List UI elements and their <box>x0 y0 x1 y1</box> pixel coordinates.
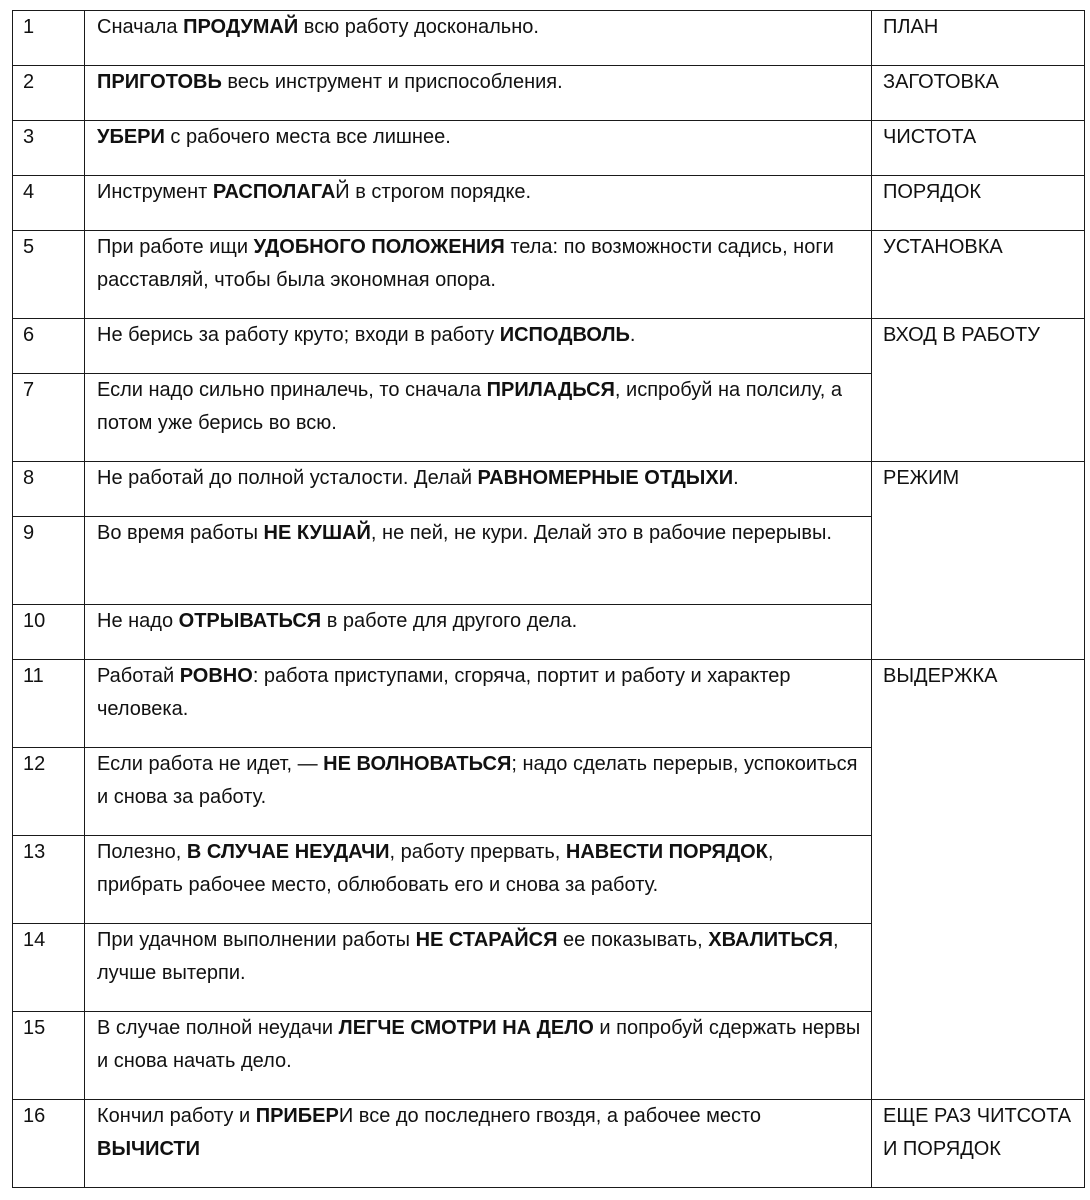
row-number: 15 <box>13 1012 85 1100</box>
rule-category: ЧИСТОТА <box>872 121 1085 176</box>
rule-text-fragment: всю работу досконально. <box>298 16 539 38</box>
rule-keyword: НЕ СТАРАЙСЯ <box>415 929 558 951</box>
table-row <box>13 1100 1085 1188</box>
rule-keyword: ЛЕГЧЕ СМОТРИ НА ДЕЛО <box>338 1017 594 1039</box>
rule-text-fragment: тела: по возможности садись, ноги расставляй, чтобы была экономная опора. <box>97 236 834 291</box>
rule-text <box>85 836 872 924</box>
rule-text <box>85 748 872 836</box>
rule-keyword: ПРОДУМАЙ <box>183 16 299 38</box>
rule-text-fragment: , испробуй на полсилу, а потом уже берись во всю. <box>97 379 842 434</box>
rules-table-body <box>13 11 1085 1188</box>
rule-text-fragment: И все до последнего гвоздя, а рабочее место <box>338 1105 762 1127</box>
row-number: 8 <box>13 462 85 517</box>
rule-text-fragment: Если работа не идет, — <box>97 753 324 775</box>
table-row <box>13 660 1085 748</box>
row-number: 2 <box>13 66 85 121</box>
row-number: 12 <box>13 748 85 836</box>
rule-text-fragment: : работа приступами, сгоряча, портит и работу и характер человека. <box>97 665 791 720</box>
table-row <box>13 462 1085 517</box>
rule-keyword: РАВНОМЕРНЫЕ ОТДЫХИ <box>477 467 734 489</box>
rule-text <box>85 121 872 176</box>
rule-text-fragment: Й в строгом порядке. <box>335 181 532 203</box>
table-row <box>13 319 1085 374</box>
rule-keyword: НЕ КУШАЙ <box>263 522 371 544</box>
rule-category: РЕЖИМ <box>872 462 1085 660</box>
row-number: 5 <box>13 231 85 319</box>
row-number: 14 <box>13 924 85 1012</box>
rule-keyword: ОТРЫВАТЬСЯ <box>178 610 322 632</box>
rule-text <box>85 11 872 66</box>
row-number: 4 <box>13 176 85 231</box>
rule-text <box>85 231 872 319</box>
rule-text <box>85 66 872 121</box>
rule-text-fragment: Не берись за работу круто; входи в работу <box>97 324 500 346</box>
rule-text-fragment: Не надо <box>97 610 179 632</box>
rule-keyword: УДОБНОГО ПОЛОЖЕНИЯ <box>253 236 505 258</box>
rule-keyword: НЕ ВОЛНОВАТЬСЯ <box>323 753 512 775</box>
rule-keyword: ХВАЛИТЬСЯ <box>708 929 834 951</box>
rule-text-fragment: в работе для другого дела. <box>321 610 578 632</box>
rule-category: ВЫДЕРЖКА <box>872 660 1085 1100</box>
rule-text-fragment: . <box>629 324 636 346</box>
rule-text-fragment: При работе ищи <box>97 236 254 258</box>
rule-category: ВХОД В РАБОТУ <box>872 319 1085 462</box>
rule-text <box>85 1012 872 1100</box>
row-number: 9 <box>13 517 85 605</box>
rule-text <box>85 605 872 660</box>
rule-text-fragment: ее показывать, <box>557 929 709 951</box>
rule-text-fragment: Не работай до полной усталости. Делай <box>97 467 478 489</box>
rule-text <box>85 319 872 374</box>
rule-text-fragment: ; надо сделать перерыв, успокоиться и снова за работу. <box>97 753 858 808</box>
row-number: 6 <box>13 319 85 374</box>
rule-text-fragment: . <box>733 467 739 489</box>
rule-keyword: НАВЕСТИ ПОРЯДОК <box>565 841 768 863</box>
rule-keyword: ИСПОДВОЛЬ <box>499 324 630 346</box>
rules-table <box>12 10 1085 1188</box>
rule-text-fragment: В случае полной неудачи <box>97 1017 339 1039</box>
rule-keyword: ПРИЛАДЬСЯ <box>486 379 615 401</box>
rule-text-fragment: , не пей, не кури. Делай это в рабочие перерывы. <box>370 522 832 544</box>
rule-text-fragment: Работай <box>97 665 180 687</box>
rule-category: ЗАГОТОВКА <box>872 66 1085 121</box>
rule-text <box>85 1100 872 1188</box>
rule-keyword: ПРИБЕР <box>255 1105 339 1127</box>
row-number: 3 <box>13 121 85 176</box>
rule-text-fragment: и попробуй сдержать нервы и снова начать дело. <box>97 1017 861 1072</box>
rule-keyword: В СЛУЧАЕ НЕУДАЧИ <box>186 841 390 863</box>
row-number: 7 <box>13 374 85 462</box>
rule-text-fragment: , лучше вытерпи. <box>97 929 839 984</box>
rule-text-fragment: Полезно, <box>97 841 187 863</box>
rule-text-fragment: , работу прервать, <box>389 841 566 863</box>
rule-keyword: ВЫЧИСТИ <box>97 1138 200 1160</box>
table-row <box>13 231 1085 319</box>
rule-keyword: РАСПОЛАГА <box>212 181 336 203</box>
rule-text-fragment: Во время работы <box>97 522 264 544</box>
rule-category: ЕЩЕ РАЗ ЧИТСОТА И ПОРЯДОК <box>872 1100 1085 1188</box>
rule-text-fragment: Инструмент <box>97 181 213 203</box>
rule-text-fragment: Сначала <box>97 16 184 38</box>
rule-keyword: РОВНО <box>179 665 253 687</box>
rule-category: ПЛАН <box>872 11 1085 66</box>
rule-text-fragment: Если надо сильно приналечь, то сначала <box>97 379 487 401</box>
rule-text-fragment: с рабочего места все лишнее. <box>164 126 451 148</box>
table-row <box>13 121 1085 176</box>
rule-category: УСТАНОВКА <box>872 231 1085 319</box>
rule-keyword: УБЕРИ <box>97 126 165 148</box>
rule-text <box>85 176 872 231</box>
row-number: 10 <box>13 605 85 660</box>
table-row <box>13 66 1085 121</box>
rule-text-fragment: весь инструмент и приспособления. <box>221 71 563 93</box>
rule-text <box>85 517 872 605</box>
rule-text <box>85 924 872 1012</box>
rule-keyword: ПРИГОТОВЬ <box>97 71 222 93</box>
row-number: 16 <box>13 1100 85 1188</box>
rule-text <box>85 374 872 462</box>
table-row <box>13 176 1085 231</box>
row-number: 13 <box>13 836 85 924</box>
rule-text-fragment: При удачном выполнении работы <box>97 929 416 951</box>
row-number: 1 <box>13 11 85 66</box>
rule-text-fragment: Кончил работу и <box>97 1105 256 1127</box>
rule-text <box>85 462 872 517</box>
rule-text <box>85 660 872 748</box>
row-number: 11 <box>13 660 85 748</box>
rule-text-fragment: , прибрать рабочее место, облюбовать его и снова за работу. <box>97 841 774 896</box>
table-row <box>13 11 1085 66</box>
rule-category: ПОРЯДОК <box>872 176 1085 231</box>
